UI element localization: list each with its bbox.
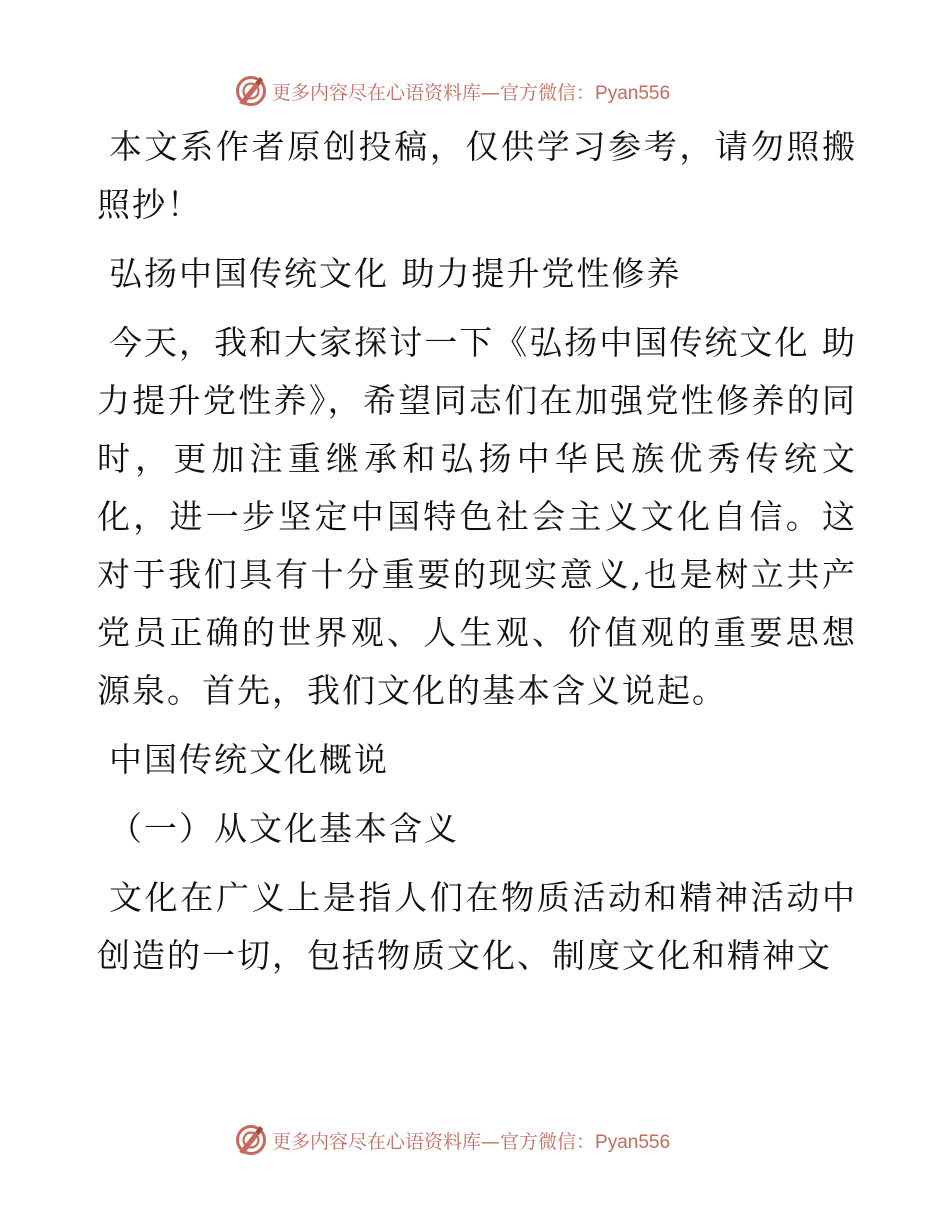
document-title: 弘扬中国传统文化 助力提升党性修养 [109,254,682,293]
subsection-heading: （一）从文化基本含义 [109,809,459,848]
notice-paragraph: 本文系作者原创投稿，仅供学习参考，请勿照搬照抄！ [97,127,857,224]
intro-paragraph: 今天，我和大家探讨一下《弘扬中国传统文化 助力提升党性养》，希望同志们在加强党性修养的同时，更加注重继承和弘扬中华民族优秀传统文化，进一步坚定中国特色社会主义文化自信。这对于我们具有十分重要的现实意义,也是树立共产党员正确的世界观、人生观、价值观的重要思想源泉。首先，我们文化的基本含义说起。 [97,323,857,710]
footer-banner-label: 更多内容尽在心语资料库—官方微信： [272,1130,596,1153]
document-body [97,118,857,996]
red-pen-circle-logo-icon [234,1123,268,1157]
footer-wechat-handle: Pyan556 [595,1131,671,1153]
header-banner-text [272,78,670,105]
header-banner-label: 更多内容尽在心语资料库—官方微信： [272,81,596,104]
footer-banner-text [272,1127,670,1154]
section-heading: 中国传统文化概说 [109,740,389,779]
header-banner [234,71,670,111]
header-wechat-handle: Pyan556 [595,82,671,104]
footer-banner [234,1120,670,1160]
red-pen-circle-logo-icon [234,74,268,108]
body-paragraph: 文化在广义上是指人们在物质活动和精神活动中创造的一切，包括物质文化、制度文化和精神文 [97,878,857,975]
